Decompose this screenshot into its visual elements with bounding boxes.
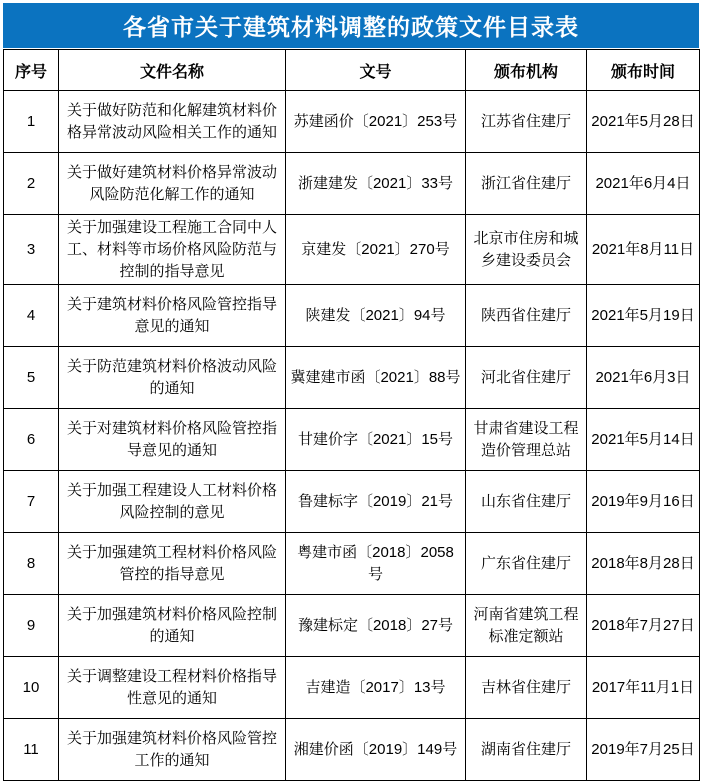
table-row <box>4 409 700 471</box>
cell-date: 2021年6月4日 <box>587 153 700 215</box>
cell-doc_no: 甘建价字〔2021〕15号 <box>286 409 466 471</box>
cell-agency: 广东省住建厅 <box>466 533 587 595</box>
cell-agency: 浙江省住建厅 <box>466 153 587 215</box>
cell-no: 1 <box>4 91 59 153</box>
column-header-name: 文件名称 <box>59 50 286 91</box>
cell-name: 关于对建筑材料价格风险管控指导意见的通知 <box>59 409 286 471</box>
table-row <box>4 347 700 409</box>
cell-no: 4 <box>4 285 59 347</box>
cell-date: 2021年5月14日 <box>587 409 700 471</box>
cell-name: 关于做好建筑材料价格异常波动风险防范化解工作的通知 <box>59 153 286 215</box>
table-row <box>4 91 700 153</box>
table-body <box>4 91 700 781</box>
cell-date: 2021年8月11日 <box>587 215 700 285</box>
cell-doc_no: 陕建发〔2021〕94号 <box>286 285 466 347</box>
table-row <box>4 215 700 285</box>
cell-date: 2018年8月28日 <box>587 533 700 595</box>
cell-doc_no: 冀建建市函〔2021〕88号 <box>286 347 466 409</box>
table-header <box>4 50 700 91</box>
cell-date: 2019年7月25日 <box>587 719 700 781</box>
cell-no: 3 <box>4 215 59 285</box>
cell-no: 5 <box>4 347 59 409</box>
cell-doc_no: 鲁建标字〔2019〕21号 <box>286 471 466 533</box>
cell-no: 11 <box>4 719 59 781</box>
cell-agency: 河南省建筑工程标准定额站 <box>466 595 587 657</box>
cell-name: 关于加强建设工程施工合同中人工、材料等市场价格风险防范与控制的指导意见 <box>59 215 286 285</box>
cell-agency: 湖南省住建厅 <box>466 719 587 781</box>
table-row <box>4 719 700 781</box>
cell-doc_no: 浙建建发〔2021〕33号 <box>286 153 466 215</box>
cell-name: 关于建筑材料价格风险管控指导意见的通知 <box>59 285 286 347</box>
column-header-no: 序号 <box>4 50 59 91</box>
cell-agency: 陕西省住建厅 <box>466 285 587 347</box>
cell-doc_no: 豫建标定〔2018〕27号 <box>286 595 466 657</box>
cell-agency: 河北省住建厅 <box>466 347 587 409</box>
cell-agency: 北京市住房和城乡建设委员会 <box>466 215 587 285</box>
cell-agency: 江苏省住建厅 <box>466 91 587 153</box>
column-header-agency: 颁布机构 <box>466 50 587 91</box>
table-row <box>4 595 700 657</box>
cell-doc_no: 苏建函价〔2021〕253号 <box>286 91 466 153</box>
cell-agency: 甘肃省建设工程造价管理总站 <box>466 409 587 471</box>
cell-date: 2019年9月16日 <box>587 471 700 533</box>
cell-name: 关于加强建筑材料价格风险管控工作的通知 <box>59 719 286 781</box>
cell-name: 关于做好防范和化解建筑材料价格异常波动风险相关工作的通知 <box>59 91 286 153</box>
cell-no: 9 <box>4 595 59 657</box>
cell-name: 关于加强建筑材料价格风险控制的通知 <box>59 595 286 657</box>
cell-no: 2 <box>4 153 59 215</box>
cell-no: 10 <box>4 657 59 719</box>
cell-agency: 吉林省住建厅 <box>466 657 587 719</box>
cell-date: 2021年5月19日 <box>587 285 700 347</box>
cell-doc_no: 京建发〔2021〕270号 <box>286 215 466 285</box>
cell-date: 2018年7月27日 <box>587 595 700 657</box>
cell-no: 7 <box>4 471 59 533</box>
header-row <box>4 50 700 91</box>
table-row <box>4 533 700 595</box>
cell-date: 2021年6月3日 <box>587 347 700 409</box>
column-header-date: 颁布时间 <box>587 50 700 91</box>
cell-doc_no: 吉建造〔2017〕13号 <box>286 657 466 719</box>
table-title: 各省市关于建筑材料调整的政策文件目录表 <box>3 3 699 48</box>
cell-doc_no: 湘建价函〔2019〕149号 <box>286 719 466 781</box>
cell-date: 2017年11月1日 <box>587 657 700 719</box>
table-row <box>4 153 700 215</box>
cell-name: 关于防范建筑材料价格波动风险的通知 <box>59 347 286 409</box>
cell-name: 关于调整建设工程材料价格指导性意见的通知 <box>59 657 286 719</box>
cell-no: 6 <box>4 409 59 471</box>
policy-table <box>3 49 700 781</box>
table-row <box>4 471 700 533</box>
cell-doc_no: 粤建市函〔2018〕2058号 <box>286 533 466 595</box>
cell-no: 8 <box>4 533 59 595</box>
table-row <box>4 285 700 347</box>
cell-name: 关于加强建筑工程材料价格风险管控的指导意见 <box>59 533 286 595</box>
table-row <box>4 657 700 719</box>
cell-name: 关于加强工程建设人工材料价格风险控制的意见 <box>59 471 286 533</box>
column-header-doc-no: 文号 <box>286 50 466 91</box>
cell-date: 2021年5月28日 <box>587 91 700 153</box>
cell-agency: 山东省住建厅 <box>466 471 587 533</box>
